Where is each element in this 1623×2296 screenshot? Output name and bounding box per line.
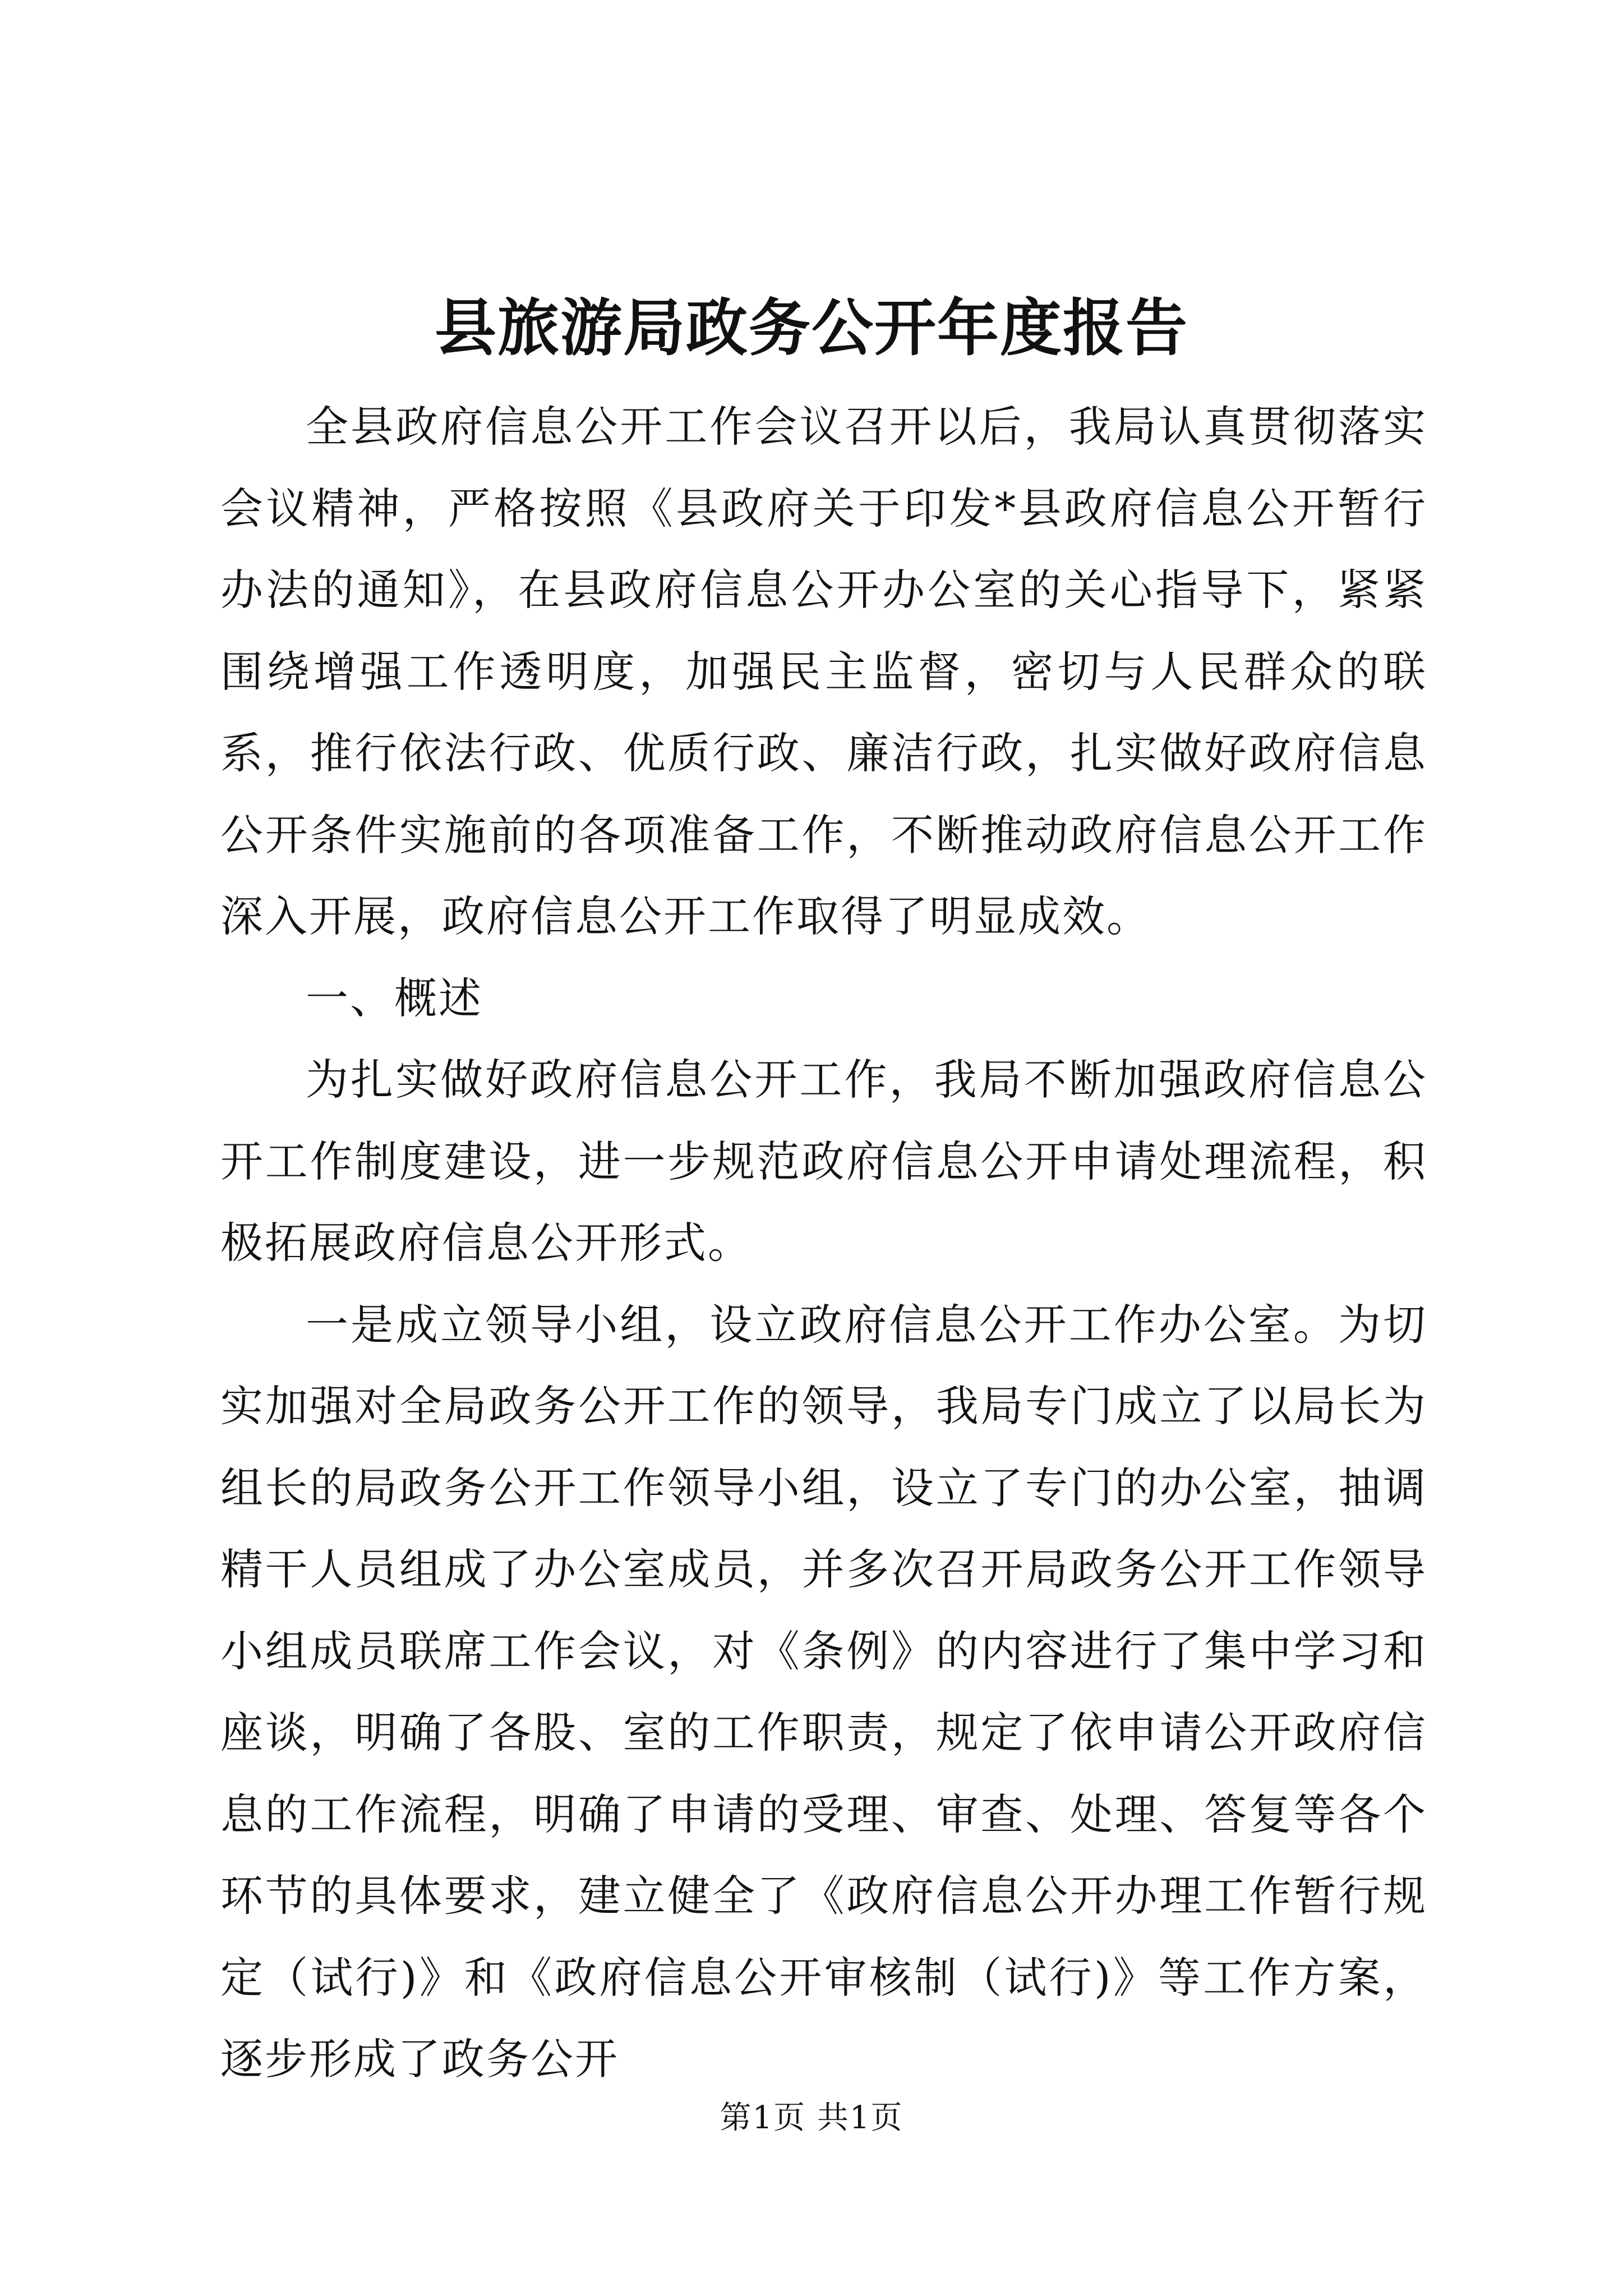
document-title: 县旅游局政务公开年度报告 bbox=[435, 292, 1188, 364]
body-paragraph-intro: 全县政府信息公开工作会议召开以后，我局认真贯彻落实会议精神，严格按照《县政府关于印发*县政府信息公开暂行办法的通知》，在县政府信息公开办公室的关心指导下，紧紧围绕增强工作透明度，加强民主监督，密切与人民群众的联系，推行依法行政、优质行政、廉洁行政，扎实做好政府信息公开条件实施前的各项准备工作，不断推动政府信息公开工作深入开展，政府信息公开工作取得了明显成效。 bbox=[220, 402, 1427, 941]
page-footer: 第1页 共1页 bbox=[720, 2100, 903, 2136]
body-paragraph-overview: 为扎实做好政府信息公开工作，我局不断加强政府信息公开工作制度建设，进一步规范政府信息公开申请处理流程，积极拓展政府信息公开形式。 bbox=[220, 1055, 1427, 1268]
document-body bbox=[220, 386, 1427, 2100]
section-heading-overview: 一、概述 bbox=[306, 973, 483, 1023]
body-paragraph-leadership-group: 一是成立领导小组，设立政府信息公开工作办公室。为切实加强对全局政务公开工作的领导，我局专门成立了以局长为组长的局政务公开工作领导小组，设立了专门的办公室，抽调精干人员组成了办公室成员，并多次召开局政务公开工作领导小组成员联席工作会议，对《条例》的内容进行了集中学习和座谈，明确了各股、室的工作职责，规定了依申请公开政府信息的工作流程，明确了申请的受理、审查、处理、答复等各个环节的具体要求，建立健全了《政府信息公开办理工作暂行规定（试行)》和《政府信息公开审核制（试行)》等工作方案，逐步形成了政务公开 bbox=[220, 1299, 1427, 2084]
